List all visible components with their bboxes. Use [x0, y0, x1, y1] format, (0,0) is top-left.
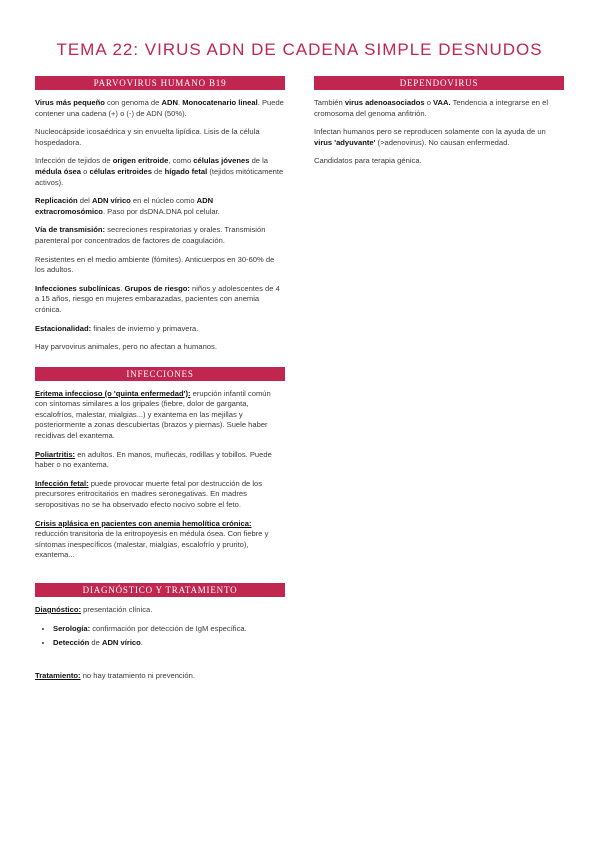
paragraph-diagnostico — [35, 605, 285, 616]
paragraph-terapia-genica: Candidatos para terapia génica. — [314, 156, 422, 166]
bold-text: origen eritroide — [112, 156, 169, 166]
text: Tendencia a integrarse en el cromosoma del genoma anfitrión. — [314, 98, 549, 118]
bold-text: células jóvenes — [193, 156, 250, 166]
text: Infectan humanos pero se reproducen solamente con la ayuda de un — [314, 127, 546, 137]
text: puede provocar muerte fetal por destrucción de los precursores eritrocitarios en madres seronegativas. En madres seropositivas no se ha observado efecto nocivo sobre el feto. — [35, 478, 263, 510]
text: confirmación por detección de IgM específica. — [90, 623, 247, 633]
text: (>adenovirus). No causan enfermedad. — [375, 137, 510, 147]
paragraph-transmission — [35, 225, 285, 246]
underlined-term: Crisis aplásica en pacientes con anemia hemolítica crónica: — [35, 518, 252, 528]
text: o — [81, 166, 90, 176]
bold-text: Detección — [53, 638, 90, 648]
bold-text: hígado fetal — [164, 166, 208, 176]
text: presentación clínica. — [81, 605, 153, 614]
section-header-dependovirus: DEPENDOVIRUS — [314, 76, 564, 90]
underlined-term: Infección fetal: — [35, 478, 89, 488]
text: con genoma de — [104, 98, 162, 107]
bold-text: ADN — [161, 98, 178, 107]
diagnostic-list — [35, 624, 285, 649]
text: Infección de tejidos de — [35, 156, 113, 166]
bold-text: virus 'adyuvante' — [314, 137, 376, 147]
paragraph-infection-tissues — [35, 156, 285, 188]
text: o — [424, 98, 434, 107]
paragraph-vaa — [314, 98, 564, 119]
text: . Paso por dsDNA.DNA pol celular. — [102, 206, 220, 216]
paragraph-virus-size — [35, 98, 285, 119]
underlined-term: Tratamiento: — [35, 670, 81, 680]
bold-text: VAA. — [433, 98, 451, 107]
bold-text: ADN extracromosómico — [35, 196, 214, 216]
text: no hay tratamiento ni prevención. — [80, 670, 195, 680]
bold-text: Replicación — [35, 196, 78, 206]
bold-text: Infecciones subclínicas — [35, 283, 121, 293]
text: , como — [168, 156, 194, 166]
paragraph-nucleocapsid: Nucleocápside icosaédrica y sin envuelta lipídica. Lisis de la célula hospedadora. — [35, 127, 260, 147]
text: del — [77, 196, 92, 206]
bold-text: Vía de transmisión: — [35, 225, 106, 235]
text: de — [89, 638, 102, 648]
paragraph-adyuvante — [314, 127, 564, 148]
text: de — [151, 166, 165, 176]
text: (tejidos mitóticamente activos). — [35, 166, 284, 187]
paragraph-poliartritis — [35, 450, 285, 471]
section-header-infecciones: INFECCIONES — [35, 367, 285, 381]
right-column — [314, 76, 564, 175]
list-item — [53, 624, 285, 635]
bold-text: Estacionalidad: — [35, 323, 92, 333]
text: secreciones respiratorias y orales. Transmisión parenteral por concentrados de factores de coagulación. — [35, 225, 266, 245]
text: . — [140, 638, 143, 648]
bold-text: células eritroides — [89, 166, 152, 176]
paragraph-replication — [35, 196, 285, 217]
paragraph-risk-groups — [35, 284, 285, 316]
list-item — [53, 638, 285, 649]
left-column — [35, 76, 285, 689]
text: en el núcleo como — [130, 196, 197, 206]
underlined-term: Poliartritis: — [35, 449, 76, 459]
section-header-parvovirus: PARVOVIRUS HUMANO B19 — [35, 76, 285, 90]
bold-text: Grupos de riesgo: — [124, 283, 190, 293]
paragraph-crisis-aplasica — [35, 519, 285, 561]
paragraph-infeccion-fetal — [35, 479, 285, 511]
bold-text: Serología: — [53, 623, 91, 633]
paragraph-seasonality — [35, 324, 285, 335]
bold-text: virus adenoasociados — [344, 98, 425, 107]
bold-text: Virus más pequeño — [35, 98, 105, 107]
bold-text: Monocatenario lineal — [182, 98, 258, 107]
paragraph-eritema — [35, 389, 285, 442]
underlined-term: Eritema infeccioso (o 'quinta enfermedad'): — [35, 388, 191, 398]
text: reducción transitoria de la eritropoyesis en médula ósea. Con fiebre y síntomas inespecíficos (malestar, mialgias, escalofrío y prurito), exantema... — [35, 529, 269, 560]
page-title: TEMA 22: VIRUS ADN DE CADENA SIMPLE DESNUDOS — [56, 40, 543, 59]
text: . — [177, 98, 183, 107]
text: finales de invierno y primavera. — [91, 323, 199, 333]
paragraph-tratamiento — [35, 671, 285, 682]
paragraph-resistance: Resistentes en el medio ambiente (fómites). Anticuerpos en 30-60% de los adultos. — [35, 254, 275, 275]
section-header-diagnostico: DIAGNÓSTICO Y TRATAMIENTO — [35, 583, 285, 597]
text: erupción infantil común con síntomas similares a los gripales (fiebre, dolor de garganta, escalofríos, malestar, mialgias...) y exantema en las mejillas y posteriormente a zonas descubiertas (brazos y piernas). Suele haber recidivas del exantema. — [35, 388, 271, 441]
bold-text: ADN vírico — [91, 196, 131, 206]
underlined-term: Diagnóstico: — [35, 605, 81, 614]
text: También — [314, 98, 345, 107]
bold-text: ADN vírico — [101, 638, 141, 648]
text: niños y adolescentes de 4 a 15 años, riesgo en mujeres embarazadas, pacientes con anemia crónica. — [35, 283, 280, 314]
text: . — [120, 283, 125, 293]
text: . Puede contener una cadena (+) o (-) de ADN (50%). — [35, 98, 284, 118]
paragraph-animal-parvovirus: Hay parvovirus animales, pero no afectan a humanos. — [35, 342, 217, 352]
text: de la — [249, 156, 269, 166]
text: en adultos. En manos, muñecas, rodillas y tobillos. Puede haber o no exantema. — [35, 449, 272, 470]
bold-text: médula ósea — [35, 166, 82, 176]
